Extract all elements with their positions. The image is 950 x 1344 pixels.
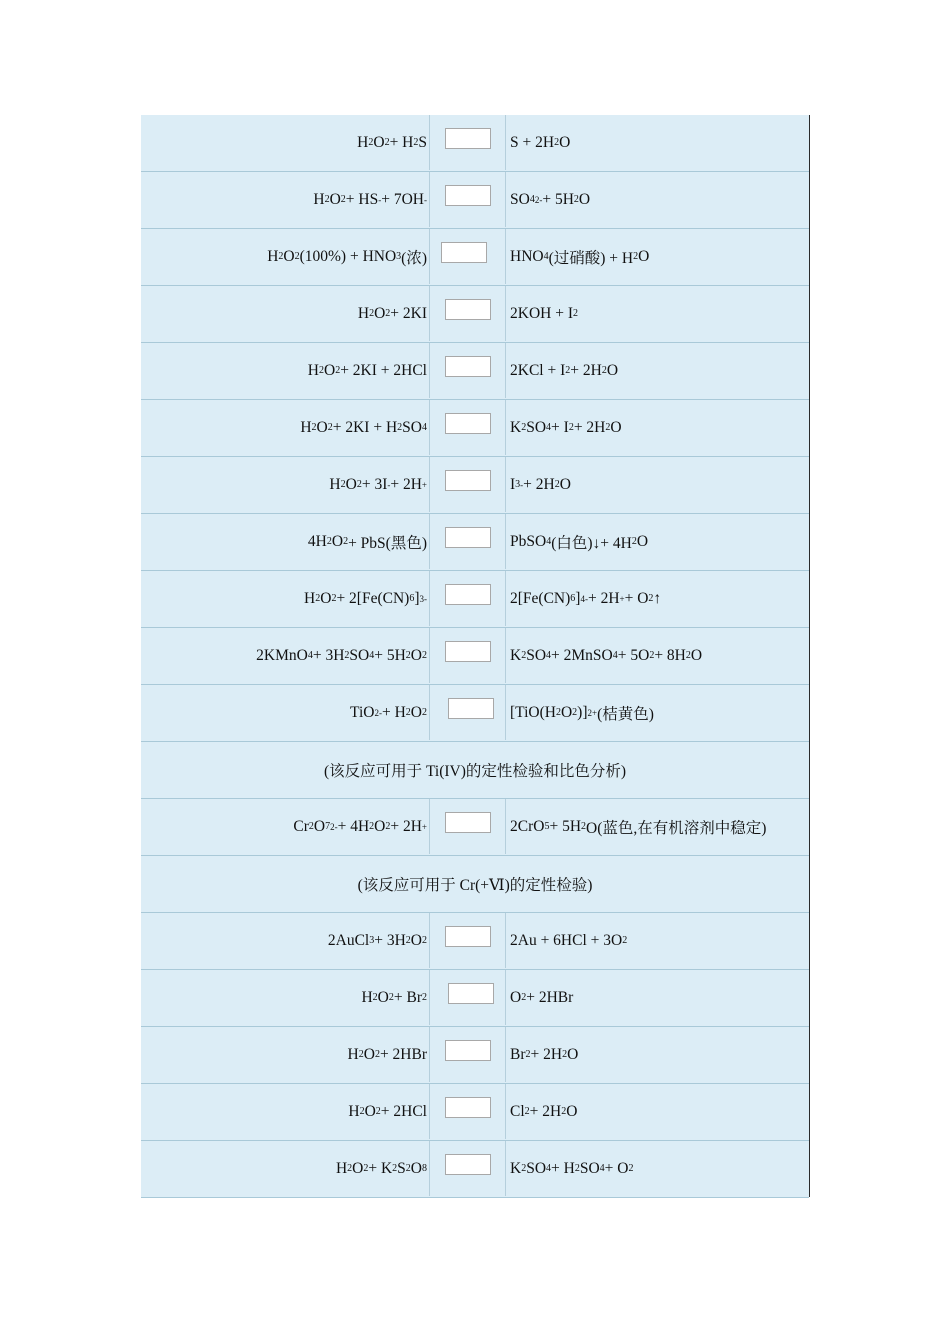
reaction-arrow-cell xyxy=(431,229,506,284)
reactants: H 2 O 2 (100%) + HNO 3 (浓) xyxy=(141,229,430,284)
reaction-arrow-cell xyxy=(431,685,506,740)
reaction-row xyxy=(141,172,809,229)
reaction-arrow-image xyxy=(445,812,491,833)
reaction-arrow-image xyxy=(445,413,491,434)
reaction-arrow-cell xyxy=(431,970,506,1025)
reaction-arrow-cell xyxy=(431,571,506,626)
reactants: 2KMnO 4 + 3H 2 SO 4 + 5H 2 O 2 xyxy=(141,628,430,683)
reactants: H 2 O 2 + Br 2 xyxy=(141,970,430,1025)
reactants: TiO 2- + H 2 O 2 xyxy=(141,685,430,740)
products: Cl 2 + 2H 2 O xyxy=(510,1102,578,1120)
products: PbSO 4 (白色)↓+ 4H 2 O xyxy=(510,532,649,552)
reaction-table xyxy=(141,115,810,1197)
reactants: H 2 O 2 + HS - + 7OH - xyxy=(141,172,430,227)
reaction-row xyxy=(141,400,809,457)
reactants: H 2 O 2 + 3I - + 2H + xyxy=(141,457,430,512)
reaction-row xyxy=(141,913,809,970)
reaction-row xyxy=(141,343,809,400)
reaction-row xyxy=(141,514,809,571)
reactants: H 2 O 2 + H 2 S xyxy=(141,115,430,170)
reaction-arrow-cell xyxy=(431,514,506,569)
reaction-row xyxy=(141,571,809,628)
products: Br 2 + 2H 2 O xyxy=(510,1045,579,1063)
products: K 2 SO 4 + I 2 + 2H 2 O xyxy=(510,418,622,436)
products: 2Au + 6HCl + 3O 2 xyxy=(510,931,628,949)
reaction-arrow-cell xyxy=(431,286,506,341)
reactants: 4H 2 O 2 + PbS(黑色) xyxy=(141,514,430,569)
products: SO 4 2- + 5H 2 O xyxy=(510,190,591,208)
reaction-row xyxy=(141,1141,809,1198)
reaction-arrow-image xyxy=(445,641,491,662)
reactants: H 2 O 2 + 2KI + 2HCl xyxy=(141,343,430,398)
products: HNO 4 (过硝酸) + H 2 O xyxy=(510,247,650,267)
products: [TiO(H 2 O 2 )] 2+ (桔黄色) xyxy=(510,703,654,723)
note-row xyxy=(141,742,809,799)
products: 2[Fe(CN) 6 ] 4- + 2H + + O 2 ↑ xyxy=(510,589,662,607)
reaction-row xyxy=(141,799,809,856)
reaction-arrow-cell xyxy=(431,1141,506,1196)
reaction-arrow-image xyxy=(445,356,491,377)
reaction-arrow-image xyxy=(445,1040,491,1061)
reaction-arrow-image xyxy=(445,926,491,947)
note-row xyxy=(141,856,809,913)
reaction-row xyxy=(141,685,809,742)
reactants: Cr 2 O 7 2- + 4H 2 O 2 + 2H + xyxy=(141,799,430,854)
products: K 2 SO 4 + 2MnSO 4 + 5O 2 + 8H 2 O xyxy=(510,646,703,664)
reaction-arrow-image xyxy=(448,983,494,1004)
reaction-row xyxy=(141,229,809,286)
reactants: H 2 O 2 + 2KI xyxy=(141,286,430,341)
reaction-arrow-cell xyxy=(431,913,506,968)
reactants: H 2 O 2 + 2[Fe(CN) 6 ] 3- xyxy=(141,571,430,626)
reaction-arrow-cell xyxy=(431,1084,506,1139)
reaction-arrow-image xyxy=(445,527,491,548)
reaction-arrow-cell xyxy=(431,172,506,227)
reactants: H 2 O 2 + 2HCl xyxy=(141,1084,430,1139)
reactants: H 2 O 2 + K 2 S 2 O 8 xyxy=(141,1141,430,1196)
reaction-arrow-image xyxy=(441,242,487,263)
products: 2CrO 5 + 5H 2 O(蓝色,在有机溶剂中稳定) xyxy=(510,817,767,837)
reaction-arrow-image xyxy=(445,128,491,149)
reaction-arrow-image xyxy=(448,698,494,719)
reaction-row xyxy=(141,457,809,514)
reaction-arrow-cell xyxy=(431,457,506,512)
reaction-arrow-image xyxy=(445,185,491,206)
reactants: 2AuCl 3 + 3H 2 O 2 xyxy=(141,913,430,968)
reaction-arrow-cell xyxy=(431,628,506,683)
reaction-row xyxy=(141,1084,809,1141)
reaction-arrow-cell xyxy=(431,400,506,455)
reaction-arrow-cell xyxy=(431,1027,506,1082)
products: K 2 SO 4 + H 2 SO 4 + O 2 xyxy=(510,1159,634,1177)
products: 2KCl + I 2 + 2H 2 O xyxy=(510,361,619,379)
reaction-arrow-image xyxy=(445,1154,491,1175)
reactants: H 2 O 2 + 2HBr xyxy=(141,1027,430,1082)
reaction-arrow-image xyxy=(445,470,491,491)
products: 2KOH + I 2 xyxy=(510,304,578,322)
reaction-row xyxy=(141,970,809,1027)
reaction-row xyxy=(141,286,809,343)
reaction-arrow-cell xyxy=(431,115,506,170)
note-text: (该反应可用于 Ti(IV)的定性检验和比色分析) xyxy=(323,762,627,780)
reaction-row xyxy=(141,115,809,172)
reaction-arrow-cell xyxy=(431,799,506,854)
products: S + 2H 2 O xyxy=(510,133,571,151)
products: I 3 - + 2H 2 O xyxy=(510,475,571,493)
reaction-arrow-image xyxy=(445,584,491,605)
note-text: (该反应可用于 Cr(+Ⅵ)的定性检验) xyxy=(357,876,593,894)
reaction-row xyxy=(141,628,809,685)
reaction-row xyxy=(141,1027,809,1084)
reaction-arrow-image xyxy=(445,299,491,320)
reaction-arrow-image xyxy=(445,1097,491,1118)
reaction-arrow-cell xyxy=(431,343,506,398)
reactants: H 2 O 2 + 2KI + H 2 SO 4 xyxy=(141,400,430,455)
products: O 2 + 2HBr xyxy=(510,988,574,1006)
